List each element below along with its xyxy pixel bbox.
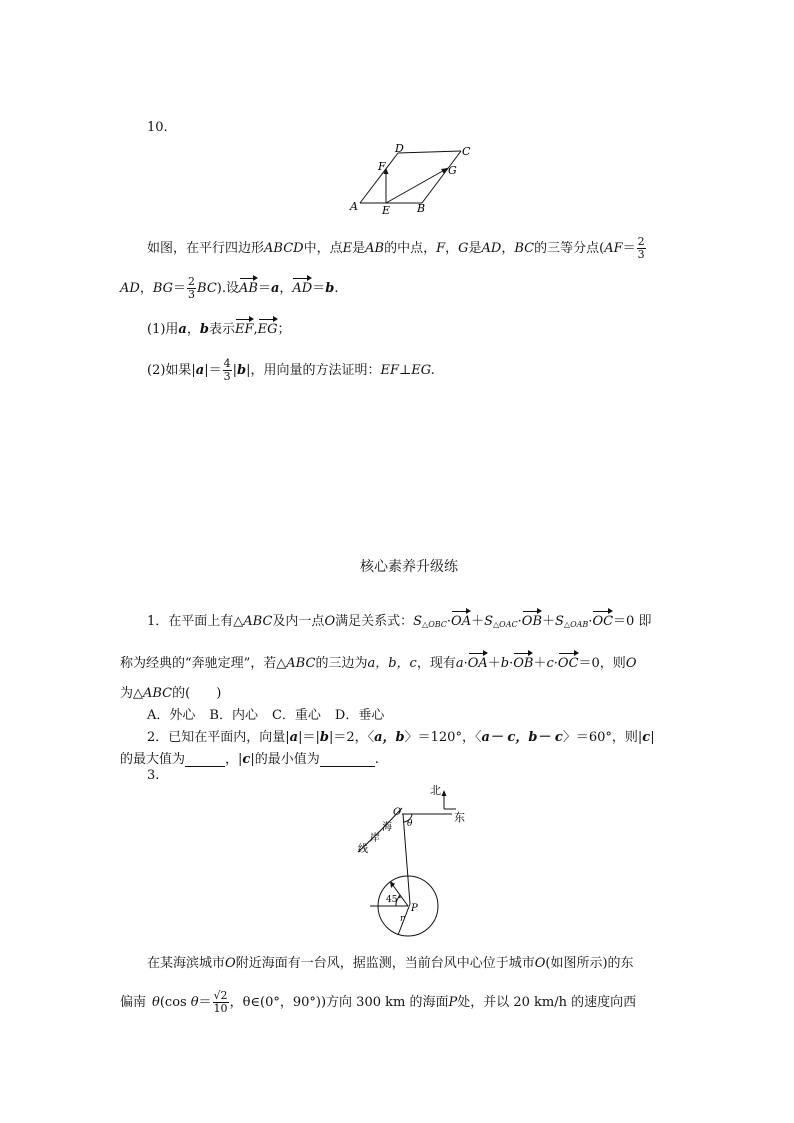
q10-part1: (1)用a，b表示EF,EG； bbox=[147, 322, 291, 337]
q10-part2: (2)如果|a|＝ $\frac{4}{3}$ |b|，用向量的方法证明：EF⊥EG. bbox=[147, 357, 435, 383]
label-D: D bbox=[395, 142, 404, 155]
question-number: 10. bbox=[147, 120, 168, 135]
vector-EG bbox=[386, 168, 448, 203]
label-B: B bbox=[417, 202, 426, 215]
fraction-sqrt2-over-10: $\frac{√2}{10}$ bbox=[213, 989, 228, 1015]
option-c: C．重心 bbox=[271, 708, 321, 723]
q1-options bbox=[147, 704, 384, 723]
segment-DC bbox=[398, 151, 461, 153]
q1-line1: 1．在平面上有△ABC及内一点O满足关系式：$S_{\triangle OBC}\cdot OA+S_{\triangle OAC}\cdot OB+S_{\triangle OAB}\cdot OC=0$ 即 bbox=[147, 614, 652, 629]
section-title: 核心素养升级练 bbox=[360, 559, 458, 575]
q1-line3: 为△ABC的( ) bbox=[120, 686, 222, 701]
option-b: B．内心 bbox=[209, 708, 258, 723]
answer-blank-max[interactable] bbox=[185, 751, 225, 767]
label-G: G bbox=[448, 164, 457, 177]
north-label: 北 bbox=[430, 784, 441, 797]
label-F: F bbox=[378, 160, 386, 173]
q3-line2: 偏南 θ(cos θ＝ $\frac{√2}{10}$ ，θ∈(0°，90°))方向 300 km 的海面P处，并以 20 km/h 的速度向西 bbox=[120, 989, 637, 1015]
label-theta: θ bbox=[407, 819, 413, 829]
question-number: 3. bbox=[147, 768, 160, 783]
q2-line1: 2．已知在平面内，向量|a|＝|b|＝2，〈a，b〉＝120°，〈a－ c，b－ c〉＝60°，则|c| bbox=[147, 730, 655, 745]
label-E: E bbox=[382, 204, 391, 215]
angle-label: 45° bbox=[386, 895, 402, 905]
label-r: r bbox=[400, 914, 405, 924]
q10-text-line1: 如图，在平行四边形ABCD中，点E是AB的中点，F，G是AD，BC的三等分点(AF＝ $\frac{2}{3}$ bbox=[147, 235, 645, 261]
q1-line2: 称为经典的“奔驰定理”，若△ABC的三边为a，b，c，现有a·OA＋b·OB＋c·OC＝0，则O bbox=[120, 656, 637, 671]
fraction-four-thirds: $\frac{4}{3}$ bbox=[223, 357, 231, 383]
q10-text-line2: AD，BG＝ $\frac{2}{3}$ BC).设AB＝a，AD＝b. bbox=[120, 275, 339, 301]
label-P: P bbox=[411, 903, 418, 914]
label-O: O bbox=[393, 807, 402, 818]
label-A: A bbox=[350, 200, 358, 213]
east-label: 东 bbox=[454, 811, 465, 824]
north-arrow-icon bbox=[442, 790, 447, 796]
coast-char-3: 线 bbox=[358, 844, 368, 855]
fraction-two-thirds-2: $\frac{2}{3}$ bbox=[188, 275, 196, 301]
label-C: C bbox=[462, 145, 471, 158]
q3-line1: 在某海滨城市O附近海面有一台风，据监测，当前台风中心位于城市O(如图所示)的东 bbox=[147, 956, 634, 971]
parallelogram-figure bbox=[340, 140, 480, 215]
answer-blank-min[interactable] bbox=[320, 751, 375, 767]
segment-BC bbox=[422, 151, 461, 203]
coast-char-2: 岸 bbox=[370, 833, 380, 844]
q2-line2: 的最大值为 ，|c|的最小值为 . bbox=[120, 752, 379, 767]
typhoon-figure bbox=[352, 778, 472, 938]
option-d: D．垂心 bbox=[334, 708, 385, 723]
option-a: A．外心 bbox=[147, 708, 196, 723]
fraction-two-thirds: $\frac{2}{3}$ bbox=[637, 235, 645, 261]
coast-char-1: 海 bbox=[382, 822, 392, 833]
